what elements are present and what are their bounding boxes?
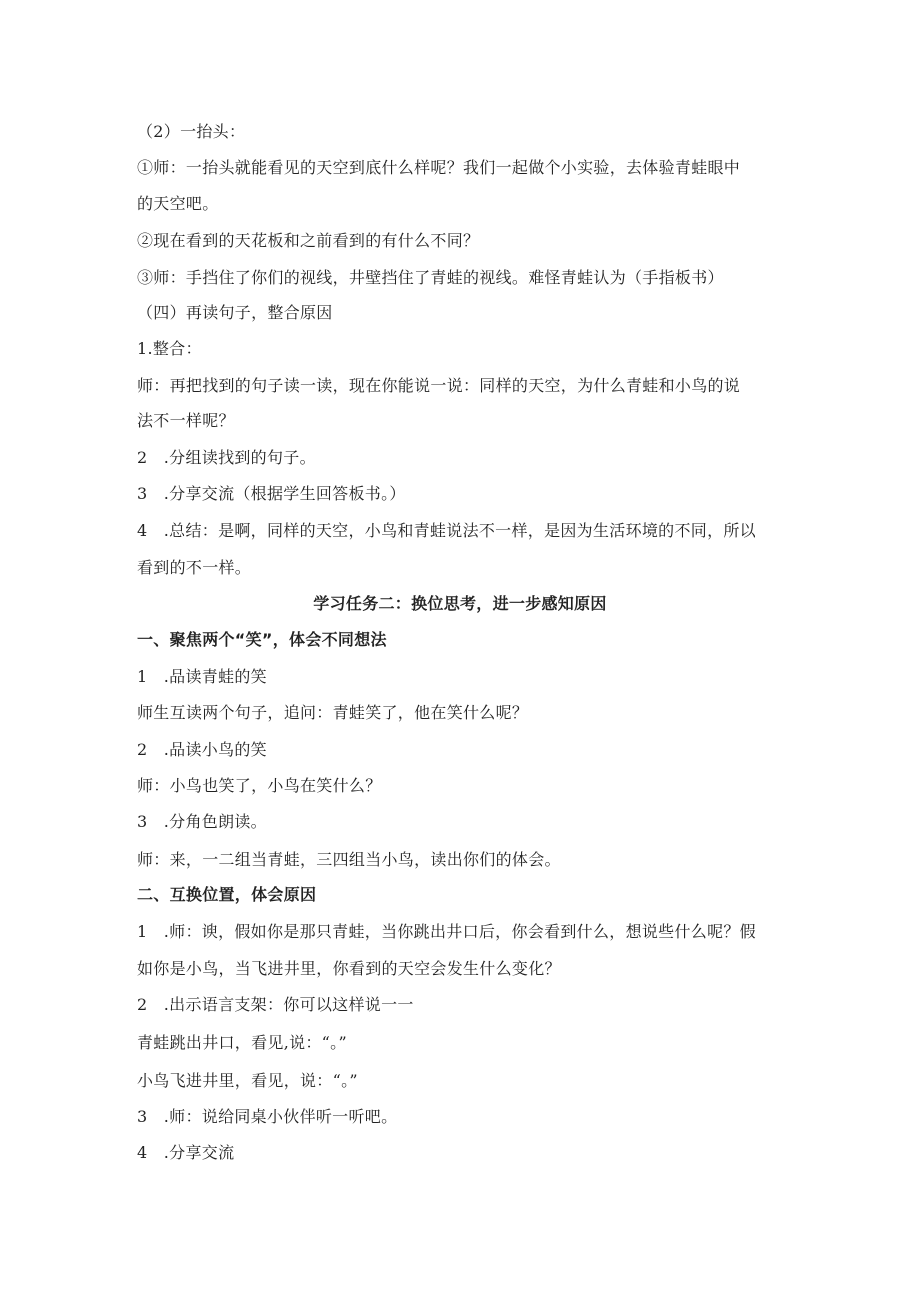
paragraph-line: 1 .师：谀，假如你是那只青蛙，当你跳出井口后，你会看到什么，想说些什么呢？假 <box>137 922 756 941</box>
paragraph-line: ②现在看到的天花板和之前看到的有什么不同？ <box>137 231 480 250</box>
paragraph-line: 师生互读两个句子，追问：青蛙笑了，他在笑什么呢？ <box>137 703 529 722</box>
paragraph-line: 2 .分组读找到的句子。 <box>137 448 316 467</box>
paragraph-line: 2 .品读小鸟的笑 <box>137 740 267 759</box>
section-heading: 一、聚焦两个“笑”，体会不同想法 <box>137 630 387 649</box>
paragraph-line: 的天空吧。 <box>137 194 219 213</box>
paragraph-line: （2）一抬头： <box>137 122 246 141</box>
paragraph-line: 青蛙跳出井口，看见,说：“。” <box>137 1033 347 1052</box>
paragraph-line: 如你是小鸟，当飞进井里，你看到的天空会发生什么变化？ <box>137 959 561 978</box>
paragraph-line: ③师：手挡住了你们的视线，井壁挡住了青蛙的视线。难怪青蛙认为（手指板书） <box>137 268 724 287</box>
paragraph-line: 法不一样呢？ <box>137 411 235 430</box>
paragraph-line: 师：小鸟也笑了，小鸟在笑什么？ <box>137 776 382 795</box>
paragraph-line: 4 .分享交流 <box>137 1143 235 1162</box>
paragraph-line: 1 .品读青蛙的笑 <box>137 667 267 686</box>
paragraph-line: ①师：一抬头就能看见的天空到底什么样呢？我们一起做个小实验，去体验青蛙眼中 <box>137 158 741 177</box>
paragraph-line: 师：再把找到的句子读一读，现在你能说一说：同样的天空，为什么青蛙和小鸟的说 <box>137 376 741 395</box>
paragraph-line: 4 .总结：是啊，同样的天空，小鸟和青蛙说法不一样，是因为生活环境的不同，所以 <box>137 521 756 540</box>
paragraph-line: 3 .师：说给同桌小伙伴听一听吧。 <box>137 1107 398 1126</box>
section-heading: 二、互换位置，体会原因 <box>137 885 317 904</box>
paragraph-line: 看到的不一样。 <box>137 558 252 577</box>
paragraph-line: 2 .出示语言支架：你可以这样说一一 <box>137 995 414 1014</box>
paragraph-line: 小鸟飞进井里，看见，说：“。” <box>137 1071 358 1090</box>
paragraph-line: 3 .分角色朗读。 <box>137 812 267 831</box>
paragraph-line: 3 .分享交流（根据学生回答板书。） <box>137 484 406 503</box>
section-title: 学习任务二：换位思考，进一步感知原因 <box>313 594 607 613</box>
paragraph-line: （四）再读句子，整合原因 <box>137 303 333 322</box>
paragraph-line: 师：来，一二组当青蛙，三四组当小鸟，读出你们的体会。 <box>137 850 561 869</box>
paragraph-line: 1.整合： <box>137 339 202 358</box>
